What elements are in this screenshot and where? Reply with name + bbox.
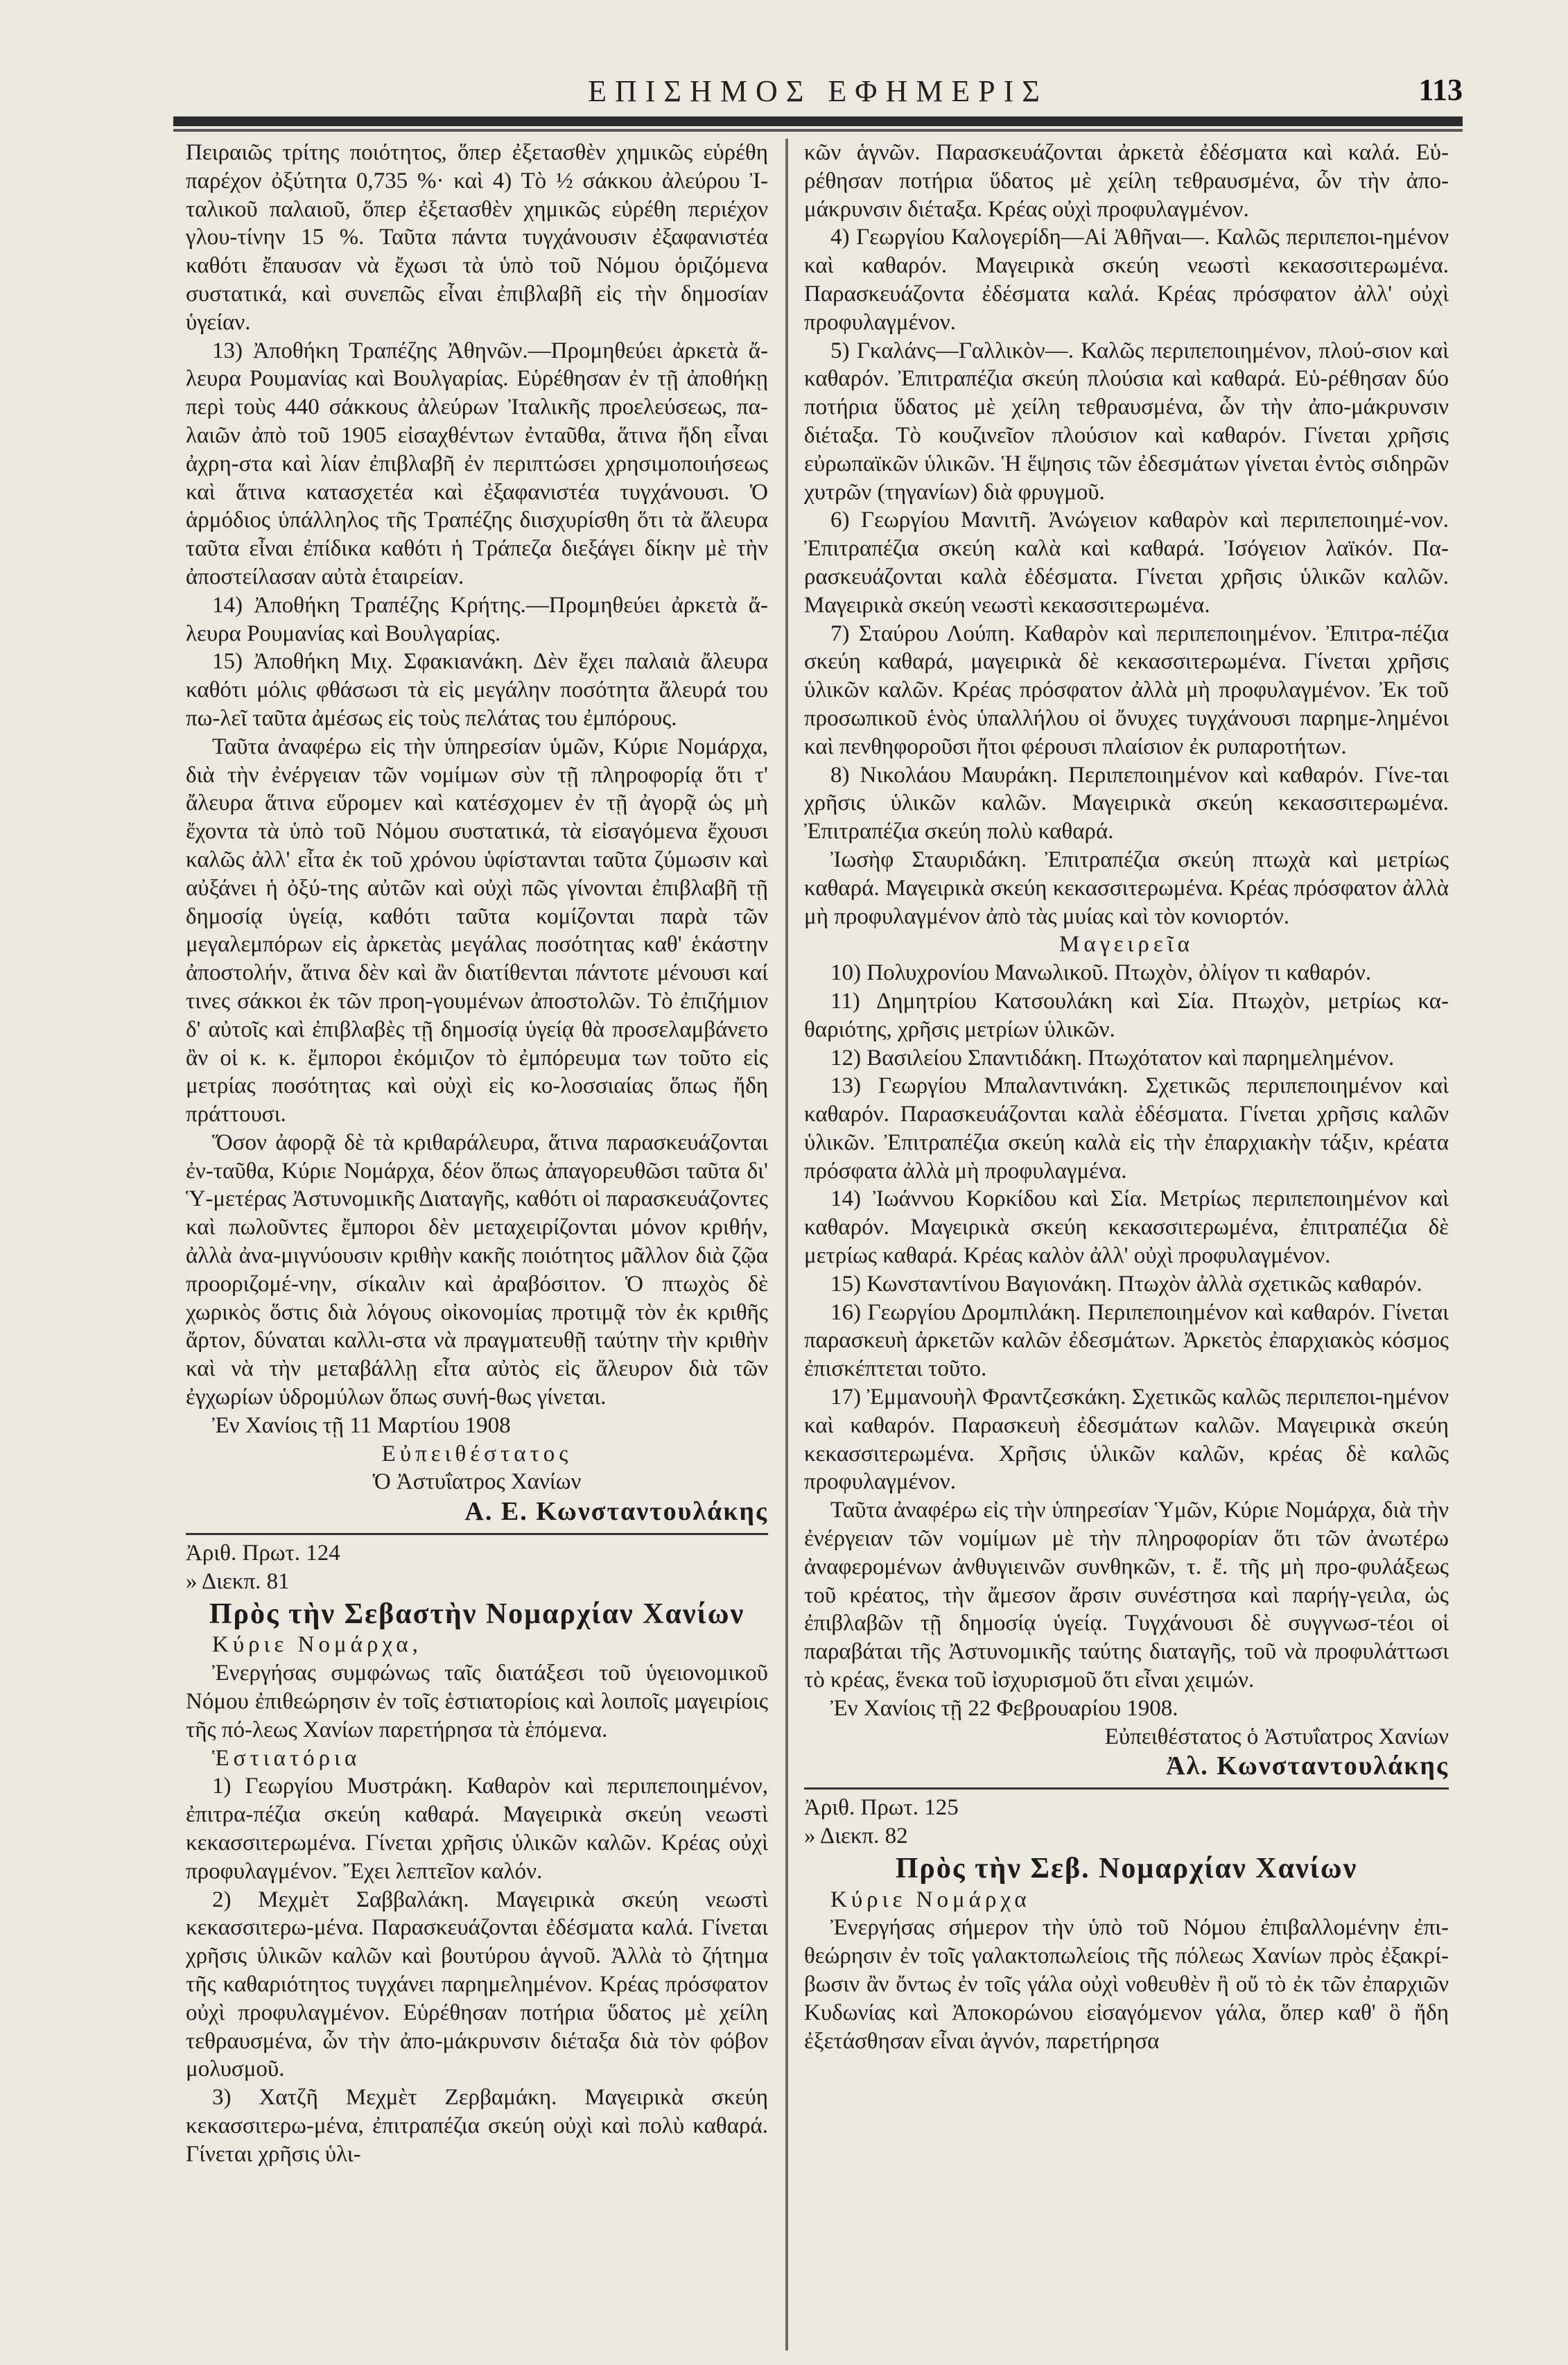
list-item: 7) Σταύρου Λούπη. Καθαρὸν καὶ περιπεποιημένον. Ἐπιτρα-πέζια σκεύη καθαρά, μαγειρικὰ δὲ κεκασσιτερωμένα. Γίνεται χρῆσις ὑλικῶν καλῶν. Κρέας πρόσφατον ἀλλὰ μὴ προφυλαγμένον. Ἐκ τοῦ προσωπικοῦ ἑνὸς ὑπαλλήλου οἱ ὄνυχες τυγχάνουσι παρημε-λημένοι καὶ πενθηφοροῦσι ἤτοι φέρουσι πλαίσιον ἐκ ρυπαροτήτων. [804, 621, 1449, 759]
list-item: 11) Δημητρίου Κατσουλάκη καὶ Σία. Πτωχὸν, μετρίως κα-θαριότης, χρῆσις μετρίων ὑλικῶν. [804, 988, 1449, 1042]
masthead [173, 67, 1463, 115]
date-line: Ἐν Χανίοις τῇ 11 Μαρτίου 1908 [212, 1412, 511, 1438]
section-rule [804, 1787, 1449, 1790]
signer-name: Ἀλ. Κωνσταντουλάκης [1166, 1751, 1449, 1781]
signer-title: Εὐπειθέστατος ὁ Ἀστυΐατρος Χανίων [1104, 1724, 1449, 1749]
paragraph: 15) Ἀποθήκη Μιχ. Σφακιανάκη. Δὲν ἔχει παλαιὰ ἄλευρα καθότι μόλις φθάσωσι τὰ εἰς μεγάλην ποσότητα ἄλευρά του πω-λεῖ ταῦτα ἀμέσως εἰς τοὺς πελάτας του ἐμπόρους. [186, 649, 768, 731]
section-title: Ἑστιατόρια [212, 1745, 361, 1771]
page-number: 113 [1418, 73, 1463, 107]
paragraph: Ὅσον ἀφορᾷ δὲ τὰ κριθαράλευρα, ἅτινα παρασκευάζονται ἐν-ταῦθα, Κύριε Νομάρχα, δέον ὅπως ἀπαγορευθῶσι ταῦτα δι' Ὑ-μετέρας Ἀστυνομικῆς Διαταγῆς, καθότι οἱ παρασκευάζοντες καὶ πωλοῦντες ἔμποροι δὲν μεταχειρίζονται μόνον κριθήν, ἀλλὰ ἀνα-μιγνύουσιν κριθὴν κακῆς ποιότητος μᾶλλον διὰ ζῷα προοριζομέ-νην, σίκαλιν καὶ ἀραβόσιτον. Ὁ πτωχὸς δὲ χωρικὸς ὅστις διὰ λόγους οἰκονομίας προτιμᾷ τὸν ἐκ κριθῆς ἄρτον, δύναται καλλι-στα νὰ πραγματευθῇ ταύτην τὴν κριθὴν καὶ νὰ τὴν μεταβάλλῃ εἶτα αὐτὸς εἰς ἄλευρον διὰ τῶν ἐγχωρίων ὑδρομύλων ὅπως συνή-θως γίνεται. [186, 1129, 768, 1410]
salutation: Κύριε Νομάρχα [830, 1887, 1031, 1912]
list-item: 13) Γεωργίου Μπαλαντινάκη. Σχετικῶς περιπεποιημένον καὶ καθαρόν. Παρασκευάζονται καλὰ ἐδέσματα. Γίνεται χρῆσις καλῶν ὑλικῶν. Ἐπιτραπέζια σκεύη καλὰ εἰς τὴν ἐπαρχιακὴν τάξιν, κρέατα πρόσφατα ἀλλὰ μὴ προφυλαγμένα. [804, 1073, 1449, 1184]
signer-title: Ὁ Ἀστυΐατρος Χανίων [372, 1469, 582, 1495]
list-item: 3) Χατζῆ Μεχμὲτ Ζερβαμάκη. Μαγειρικὰ σκεύη κεκασσιτερω-μένα, ἐπιτραπέζια σκεύη οὐχὶ καὶ πολὺ καθαρά. Γίνεται χρῆσις ὑλι- [186, 2085, 768, 2167]
paragraph: Ταῦτα ἀναφέρω εἰς τὴν ὑπηρεσίαν ὑμῶν, Κύριε Νομάρχα, διὰ τὴν ἐνέργειαν τῶν νομίμων σὺν τῇ πληροφορίᾳ ὅτι τ' ἄλευρα ἅτινα εὕρομεν καὶ κατέσχομεν ἐν τῇ ἀγορᾷ ὡς μὴ ἔχοντα τὰ ὑπὸ τοῦ Νόμου συστατικά, τὰ εἰσαγόμενα ἔχουσι καλῶς ἀλλ' εἶτα ἐκ τοῦ χρόνου ὑφίστανται ταῦτα ζύμωσιν καὶ αὐξάνει ἡ ὀξύ-της αὐτῶν καὶ οὐχὶ πῶς γίνονται ἐπιβλαβῆ τῇ δημοσίᾳ ὑγείᾳ, καθότι ταῦτα κομίζονται παρὰ τῶν μεγαλεμπόρων εἰς ἀρκετὰς μεγάλας ποσότητας καθ' ἑκάστην ἀποστολήν, ἅτινα δὲν καὶ ἂν διατίθενται πάντοτε μένουσι καί τινες σάκκοι ἐκ τῶν προη-γουμένων ἀποστολῶν. Τὸ ἐπιζήμιον δ' αὐτοῖς καὶ ἐπιβλαβὲς τῇ δημοσίᾳ ὑγείᾳ θὰ προσελαμβάνετο ἂν οἱ κ. κ. ἔμποροι ἐκόμιζον τὸ ἐμπόρευμα των τοῦτο εἰς μετρίας ποσότητας καὶ οὐχὶ εἰς κο-λοσσιαίας ὅπως ἤδη πράττουσι. [186, 734, 768, 1127]
paragraph: Ἐνεργήσας σήμερον τὴν ὑπὸ τοῦ Νόμου ἐπιβαλλομένην ἐπι-θεώρησιν ἐν τοῖς γαλακτοπωλείοις τῆς πόλεως Χανίων πρὸς ἐξακρί-βωσιν ἂν ὄντως ἐν τοῖς γάλα οὐχὶ νοθευθὲν ἢ οὔ τὸ ἐκ τῶν ἐπαρχιῶν Κυδωνίας καὶ Ἀποκορώνου εἰσαγόμενον γάλα, ὅπερ καθ' ὃ ἤδη ἐξετάσθησαν εἶναι ἁγνόν, παρετήρησα [804, 1915, 1449, 2054]
reference-number: Ἀριθ. Πρωτ. 124 [186, 1541, 340, 1566]
list-item: 6) Γεωργίου Μανιτῆ. Ἀνώγειον καθαρὸν καὶ περιπεποιημέ-νον. Ἐπιτραπέζια σκεύη καλὰ καὶ καθαρά. Ἰσόγειον λαϊκόν. Πα-ρασκευάζονται καλὰ ἐδέσματα. Γίνεται χρῆσις ὑλικῶν καλῶν. Μαγειρικὰ σκεύη νεωστὶ κεκασσιτερωμένα. [804, 508, 1449, 618]
list-item: 17) Ἐμμανουὴλ Φραντζεσκάκη. Σχετικῶς καλῶς περιπεποι-ημένον καὶ καθαρόν. Παρασκευὴ ἐδεσμάτων καλῶν. Μαγειρικὰ σκεύη κεκασσιτερωμένα. Χρῆσις ὑλικῶν καλῶν, κρέας δὲ καλῶς προφυλαγμένον. [804, 1385, 1449, 1495]
salutation: Κύριε Νομάρχα, [212, 1632, 422, 1658]
list-item: 10) Πολυχρονίου Μανωλικοῦ. Πτωχὸν, ὀλίγον τι καθαρόν. [830, 960, 1372, 986]
list-item: 14) Ἰωάννου Κορκίδου καὶ Σία. Μετρίως περιπεποιημένον καὶ καθαρόν. Μαγειρικὰ σκεύη κεκασσιτερωμένα, ἐπιτραπέζια δὲ μετρίως καθαρά. Κρέας καλὸν ἀλλ' οὐχὶ προφυλαγμένον. [804, 1186, 1449, 1269]
right-column [804, 139, 1449, 2055]
reference-diekp: » Διεκπ. 82 [804, 1823, 908, 1849]
paragraph: 14) Ἀποθήκη Τραπέζης Κρήτης.—Προμηθεύει ἀρκετὰ ἄ-λευρα Ρουμανίας καὶ Βουλγαρίας. [186, 592, 768, 646]
section-title: Μαγειρεῖα [1059, 932, 1194, 958]
list-item: 16) Γεωργίου Δρομπιλάκη. Περιπεποιημένον καὶ καθαρόν. Γίνεται παρασκευὴ ἀρκετῶν καλῶν ἐδεσμάτων. Ἀρκετὸς ἐπαρχιακὸς κόσμος ἐπισκέπτεται τοῦτο. [804, 1299, 1449, 1382]
list-item: 1) Γεωργίου Μυστράκη. Καθαρὸν καὶ περιπεποιημένον, ἐπιτρα-πέζια σκεύη καθαρά. Μαγειρικὰ σκεύη νεωστὶ κεκασσιτερωμένα. Γίνεται χρῆσις ὑλικῶν καλῶν. Κρέας οὐχὶ προφυλαγμένον. Ἔχει λεπτεῖον καλόν. [186, 1774, 768, 1884]
header-rule [173, 116, 1463, 126]
list-item: 5) Γκαλάνς—Γαλλικὸν—. Καλῶς περιπεποιημένον, πλού-σιον καὶ καθαρόν. Ἐπιτραπέζια σκεύη πλούσια καὶ καθαρά. Εὑ-ρέθησαν δύο ποτήρια ὕδατος μὲ χείλη τεθραυσμένα, ὧν τὴν ἀπο-μάκρυνσιν διέταξα. Τὸ κουζινεῖον πλούσιον καὶ καθαρόν. Γίνεται χρῆσις εὐρωπαϊκῶν ὑλικῶν. Ἡ ἕψησις τῶν ἐδεσμάτων γίνεται ἐντὸς σιδηρῶν χυτρῶν (τηγανίων) διὰ φρυγμοῦ. [804, 338, 1449, 505]
header-rule-thin [173, 129, 1463, 132]
signer-name: Α. Ε. Κωνσταντουλάκης [464, 1497, 768, 1527]
paragraph: Πειραιῶς τρίτης ποιότητος, ὅπερ ἐξετασθὲν χημικῶς εὑρέθη παρέχον ὀξύτητα 0,735 %· καὶ 4) Τὸ ½ σάκκου ἀλεύρου Ἰ-ταλικοῦ παλαιοῦ, ὅπερ ἐξετασθὲν χημικῶς εὑρέθη περιέχον γλου-τίνην 15 %. Ταῦτα πάντα τυγχάνουσιν ἐξαφανιστέα καθότι ἔπαυσαν νὰ ἔχωσι τὰ ὑπὸ τοῦ Νόμου ὁριζόμενα συστατικά, καὶ συνεπῶς εἶναι ἐπιβλαβῆ εἰς τὴν δημοσίαν ὑγείαν. [186, 140, 768, 335]
paragraph: Ταῦτα ἀναφέρω εἰς τὴν ὑπηρεσίαν Ὑμῶν, Κύριε Νομάρχα, διὰ τὴν ἐνέργειαν τῶν νομίμων μὲ τὴν πληροφορίαν ὅτι τῶν ἀνωτέρω ἀναφερομένων ἀνθυγιεινῶν συνθηκῶν, τ. ἔ. τῆς μὴ προ-φυλάξεως τοῦ κρέατος, τὴν ἄμεσον ἄρσιν συνέστησα καὶ παρήγ-γειλα, ὡς ἐπιβλαβῶν τῇ δημοσίᾳ ὑγείᾳ. Τυγχάνουσι δὲ συγγνωσ-τέοι οἱ παραβάται τῆς Ἀστυνομικῆς ταύτης διαταγῆς, τοῦ νὰ προφυλάττωσι τὸ κρέας, ἕνεκα τοῦ ἰσχυρισμοῦ ὅτι εἶναι χειμών. [804, 1498, 1449, 1693]
list-item: 8) Νικολάου Μαυράκη. Περιπεποιημένον καὶ καθαρόν. Γίνε-ται χρῆσις ὑλικῶν καλῶν. Μαγειρικὰ σκεύη κεκασσιτερωμένα. Ἐπιτραπέζια σκεύη πολὺ καθαρά. [804, 762, 1449, 844]
paragraph: Ἐνεργήσας συμφώνως ταῖς διατάξεσι τοῦ ὑγειονομικοῦ Νόμου ἐπιθεώρησιν ἐν τοῖς ἑστιατορίοις καὶ λοιποῖς μαγειρίοις τῆς πό-λεως Χανίων παρετήρησα τὰ ἑπόμενα. [186, 1661, 768, 1742]
reference-number: Ἀριθ. Πρωτ. 125 [804, 1795, 959, 1821]
section-rule [186, 1533, 768, 1535]
newspaper-title: ΕΠΙΣΗΜΟΣ ΕΦΗΜΕΡΙΣ [588, 74, 1048, 108]
column-divider [785, 139, 788, 2350]
list-item: 12) Βασιλείου Σπαντιδάκη. Πτωχότατον καὶ παρημελημένον. [830, 1045, 1395, 1071]
date-line: Ἐν Χανίοις τῇ 22 Φεβρουαρίου 1908. [830, 1695, 1178, 1721]
addressee-heading: Πρὸς τὴν Σεβαστὴν Νομαρχίαν Χανίων [209, 1597, 745, 1630]
list-item: 2) Μεχμὲτ Σαββαλάκη. Μαγειρικὰ σκεύη νεωστὶ κεκασσιτερω-μένα. Παρασκευάζονται ἐδέσματα καλά. Γίνεται χρῆσις ὑλικῶν καλῶν καὶ βουτύρου ἁγνοῦ. Ἀλλὰ τὸ ζήτημα τῆς καθαριότητος τυγχάνει παρημελημένον. Κρέας πρόσφατον οὐχὶ προφυλαγμένον. Εὑρέθησαν ποτήρια ὕδατος μὲ χείλη τεθραυσμένα, ὧν τὴν ἀπο-μάκρυνσιν διέταξα διὰ τὸν φόβον μολυσμοῦ. [186, 1887, 768, 2082]
paragraph: 13) Ἀποθήκη Τραπέζης Ἀθηνῶν.—Προμηθεύει ἀρκετὰ ἄ-λευρα Ρουμανίας καὶ Βουλγαρίας. Εὑρέθησαν ἐν τῇ ἀποθήκῃ περὶ τοὺς 440 σάκκους ἀλεύρων Ἰταλικῆς προελεύσεως, πα-λαιῶν ἀπὸ τοῦ 1905 εἰσαχθέντων ἐνταῦθα, ἅτινα ἤδη εἶναι ἀχρη-στα καὶ λίαν ἐπιβλαβῆ ἐν περιπτώσει χρησιμοποιήσεως καὶ ἅτινα κατασχετέα καὶ ἐξαφανιστέα τυγχάνουσι. Ὁ ἁρμόδιος ὑπάλληλος τῆς Τραπέζης διισχυρίσθη ὅτι τὰ ἄλευρα ταῦτα εἶναι ἐπίδικα καθότι ἡ Τράπεζα διεξάγει δίκην μὲ τὴν ἀποστείλασαν αὐτὰ ἑταιρείαν. [186, 338, 768, 589]
addressee-heading: Πρὸς τὴν Σεβ. Νομαρχίαν Χανίων [895, 1852, 1358, 1885]
left-column [186, 139, 768, 2169]
paragraph: κῶν ἁγνῶν. Παρασκευάζονται ἀρκετὰ ἐδέσματα καὶ καλά. Εὑ-ρέθησαν ποτήρια ὕδατος μὲ χείλη τεθραυσμένα, ὧν τὴν ἀπο-μάκρυνσιν διέταξα. Κρέας οὐχὶ προφυλαγμένον. [804, 140, 1449, 222]
reference-diekp: » Διεκπ. 81 [186, 1568, 290, 1594]
list-item: 4) Γεωργίου Καλογερίδη—Αἱ Ἀθῆναι—. Καλῶς περιπεποι-ημένον καὶ καθαρόν. Μαγειρικὰ σκεύη νεωστὶ κεκασσιτερωμένα. Παρασκευάζοντα ἐδέσματα καλά. Κρέας πρόσφατον ἀλλ' οὐχὶ προφυλαγμένον. [804, 225, 1449, 335]
list-item: 15) Κωνσταντίνου Βαγιονάκη. Πτωχὸν ἀλλὰ σχετικῶς καθαρόν. [830, 1271, 1422, 1297]
closing: Εὐπειθέστατος [381, 1441, 573, 1466]
list-item: Ἰωσὴφ Σταυριδάκη. Ἐπιτραπέζια σκεύη πτωχὰ καὶ μετρίως καθαρά. Μαγειρικὰ σκεύη κεκασσιτερωμένα. Κρέας πρόσφατον ἀλλὰ μὴ προφυλαγμένον ἀπὸ τὰς μυίας καὶ τὸν κονιορτόν. [804, 847, 1449, 929]
